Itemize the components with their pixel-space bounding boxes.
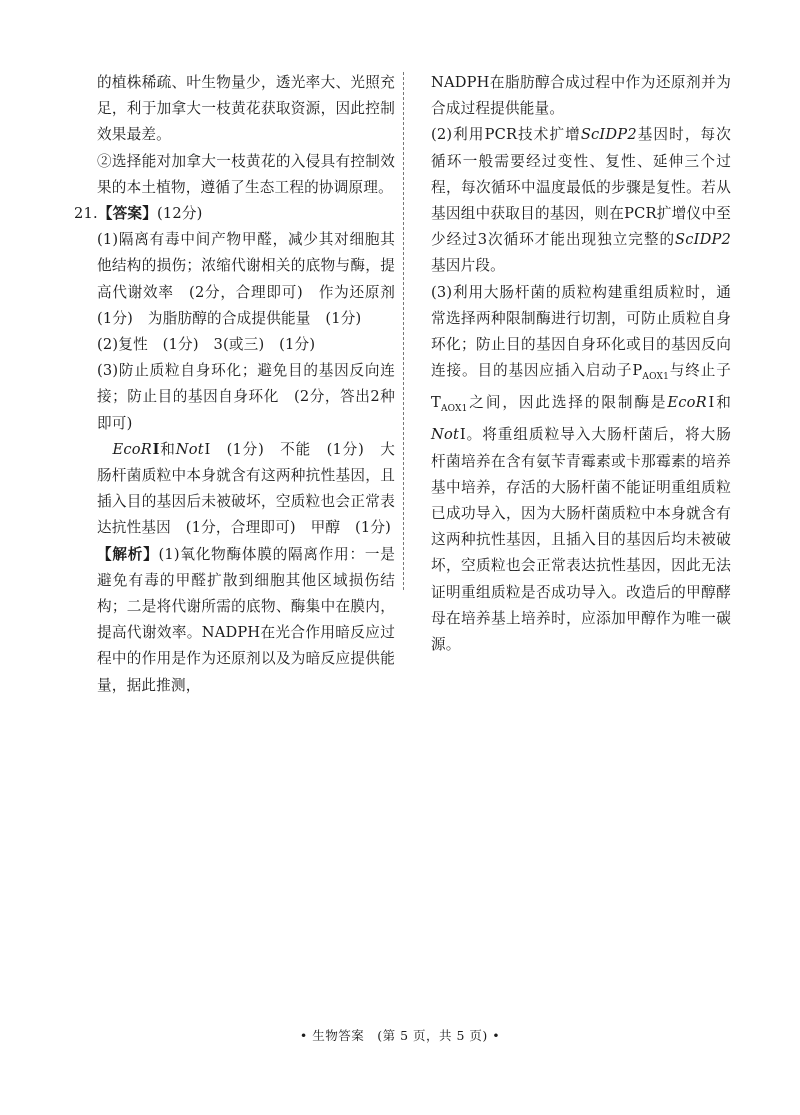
enzyme-not: Not — [175, 440, 204, 458]
question-number: 21. — [74, 205, 98, 223]
enzyme-not: Not — [431, 426, 460, 444]
explanation-part-3 — [431, 280, 731, 659]
continued-paragraph: 的植株稀疏、叶生物量少，透光率大、光照充足，利于加拿大一枝黄花获取资源，因此控制效果最差。 — [97, 74, 395, 144]
roman-one: Ⅰ — [203, 440, 212, 458]
explanation-part-2 — [431, 122, 731, 279]
text: 。将重组质粒导入大肠杆菌后，将大肠杆菌培养在含有氨苄青霉素或卡那霉素的培养基中培养，存活的大肠杆菌不能证明重组质粒已成功导入，因为大肠杆菌质粒中本身就含有这两种抗性基因，且插入目的基因后均未被破坏，空质粒也会正常表达抗性基因，因此无法证明重组质粒是否成功导入。改造后的甲醇酵母在培养基上培养时，应添加甲醇作为唯一碳源。 — [431, 426, 731, 654]
page-footer: • 生物答案 (第 5 页，共 5 页) • — [299, 1028, 501, 1043]
text: 基因时，每次循环一般需要经过变性、复性、延伸三个过程，每次循环中温度最低的步骤是复性。若从基因组中获取目的基因，则在PCR扩增仪中至少经过3次循环才能出现独立完整的 — [431, 126, 732, 249]
answer-score: (12分) — [157, 205, 203, 223]
enzyme-ecor: EcoR — [667, 394, 707, 412]
explanation-part-1 — [97, 542, 395, 699]
roman-one: Ⅰ — [151, 440, 161, 458]
roman-one: Ⅰ — [706, 394, 717, 412]
explanation-tag: 【解析】 — [97, 545, 159, 563]
column-divider — [403, 72, 404, 590]
gene-name: ScIDP2 — [580, 126, 637, 144]
and-text: 和 — [716, 394, 732, 412]
enzyme-ecor: EcoR — [112, 440, 152, 458]
text: 基因片段。 — [431, 257, 505, 275]
text: (3)利用大肠杆菌的质粒构建重组质粒时，通常选择两种限制酶进行切割，可防止质粒自身环化；防止目的基因自身环化或目的基因反向连接。目的基因应插入启动子P — [431, 283, 731, 380]
explanation-text: (1)氧化物酶体膜的隔离作用：一是避免有毒的甲醛扩散到细胞其他区域损伤结构；二是将代谢所需的底物、酶集中在膜内，提高代谢效率。NADPH在光合作用暗反应过程中的作用是作为还原剂以及为暗反应提供能量，据此推测， — [97, 545, 395, 694]
text: (2)利用PCR技术扩增 — [431, 126, 581, 144]
and-text: 和 — [160, 440, 176, 458]
answer-tag: 【答案】 — [97, 205, 157, 223]
subscript: AOX1 — [642, 372, 670, 383]
roman-one: Ⅰ — [459, 426, 467, 444]
text: 与终止子T — [431, 362, 731, 412]
question-21-header — [74, 201, 395, 227]
answer-part-3b-rest: (1分) 不能 (1分) 大肠杆菌质粒中本身就含有这两种抗性基因，且插入目的基因后未被破坏，空质粒也会正常表达抗性基因 (1分，合理即可) 甲醇 (1分) — [97, 440, 395, 537]
answer-part-1: (1)隔离有毒中间产物甲醛，减少其对细胞其他结构的损伤；浓缩代谢相关的底物与酶，提高代谢效率 (2分，合理即可) 作为还原剂 (1分) 为脂肪醇的合成提供能量 (1分) — [97, 231, 410, 327]
gene-name: ScIDP2 — [675, 231, 731, 249]
answer-part-3b — [97, 437, 395, 542]
paragraph-2: ②选择能对加拿大一枝黄花的入侵具有控制效果的本土植物，遵循了生态工程的协调原理。 — [97, 152, 395, 196]
answer-part-2: (2)复性 (1分) 3(或三) (1分) — [97, 336, 316, 354]
subscript: AOX1 — [440, 404, 468, 415]
answer-part-3a: (3)防止质粒自身环化；避免目的基因反向连接；防止目的基因自身环化 (2分，答出2种即可) — [97, 362, 395, 432]
left-column — [74, 70, 410, 699]
right-column — [431, 70, 731, 658]
text: 之间，因此选择的限制酶是 — [467, 394, 668, 412]
explanation-cont: NADPH在脂肪醇合成过程中作为还原剂并为合成过程提供能量。 — [431, 74, 731, 118]
